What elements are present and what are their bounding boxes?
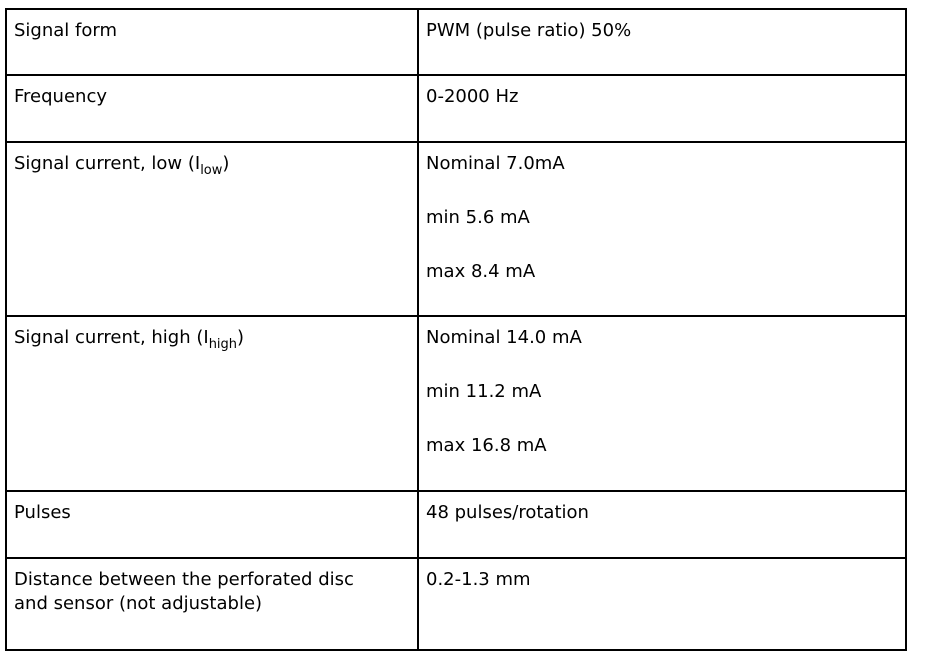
table-row-pulses bbox=[6, 491, 906, 557]
min-value: min 5.6 mA bbox=[426, 206, 530, 228]
row-label-line: and sensor (not adjustable) bbox=[14, 592, 263, 614]
cell-value bbox=[418, 491, 906, 557]
row-value: 0-2000 Hz bbox=[426, 86, 519, 108]
spec-table bbox=[5, 8, 907, 651]
nominal-value: Nominal 14.0 mA bbox=[426, 327, 582, 349]
table-row-signal-current-high bbox=[6, 316, 906, 491]
max-value: max 8.4 mA bbox=[426, 260, 536, 282]
label-subscript: low bbox=[200, 162, 223, 178]
row-label: Frequency bbox=[14, 86, 107, 108]
label-subscript: high bbox=[208, 337, 238, 353]
table-row-signal-current-low bbox=[6, 142, 906, 317]
table-row-signal-form bbox=[6, 9, 906, 75]
cell-value bbox=[418, 9, 906, 75]
row-value: 48 pulses/rotation bbox=[426, 502, 589, 524]
table-row-frequency bbox=[6, 75, 906, 141]
table-row-distance bbox=[6, 558, 906, 650]
cell-label bbox=[6, 558, 418, 650]
max-value: max 16.8 mA bbox=[426, 435, 547, 457]
label-close: ) bbox=[237, 327, 245, 349]
row-value: PWM (pulse ratio) 50% bbox=[426, 20, 632, 41]
nominal-value: Nominal 7.0mA bbox=[426, 152, 565, 174]
cell-value bbox=[418, 558, 906, 650]
row-label: Signal form bbox=[14, 20, 117, 41]
row-label: Pulses bbox=[14, 502, 71, 524]
row-label: Signal current, low (I bbox=[14, 152, 201, 174]
cell-label bbox=[6, 75, 418, 141]
cell-label bbox=[6, 316, 418, 491]
cell-value bbox=[418, 75, 906, 141]
cell-value bbox=[418, 316, 906, 491]
cell-value bbox=[418, 142, 906, 317]
cell-label bbox=[6, 491, 418, 557]
row-label: Signal current, high (I bbox=[14, 327, 209, 349]
min-value: min 11.2 mA bbox=[426, 381, 542, 403]
row-value: 0.2-1.3 mm bbox=[426, 568, 531, 590]
cell-label bbox=[6, 9, 418, 75]
label-close: ) bbox=[222, 152, 230, 174]
row-label-line: Distance between the perforated disc bbox=[14, 568, 354, 590]
cell-label bbox=[6, 142, 418, 317]
